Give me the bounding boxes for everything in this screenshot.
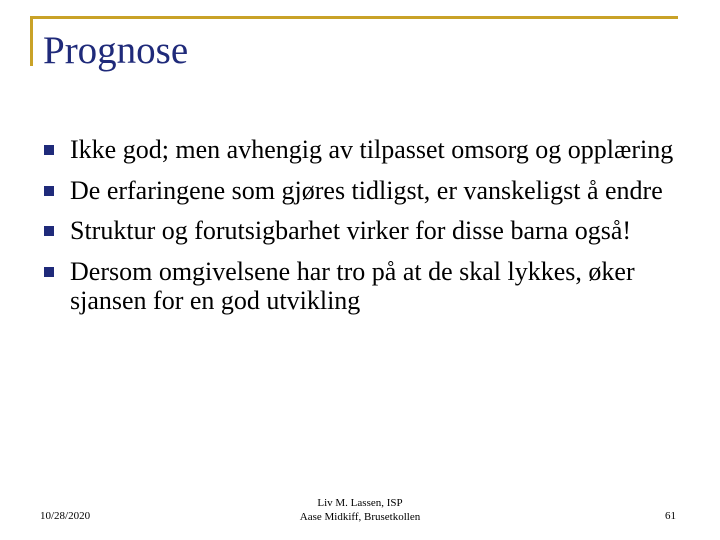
title-frame-left-line <box>30 16 33 66</box>
bullet-item <box>44 216 684 246</box>
square-bullet-icon <box>44 186 54 196</box>
bullet-text: De erfaringene som gjøres tidligst, er vanskeligst å endre <box>70 175 663 205</box>
square-bullet-icon <box>44 226 54 236</box>
bullet-text: Dersom omgivelsene har tro på at de skal lykkes, øker sjansen for en god utvikling <box>70 256 635 315</box>
slide-title: Prognose <box>43 29 189 72</box>
square-bullet-icon <box>44 145 54 155</box>
bullet-list <box>44 135 684 327</box>
footer-author-line: Aase Midkiff, Brusetkollen <box>299 511 421 523</box>
square-bullet-icon <box>44 267 54 277</box>
bullet-item <box>44 257 684 316</box>
page-number: 61 <box>665 510 676 522</box>
bullet-item <box>44 176 684 206</box>
bullet-text: Struktur og forutsigbarhet virker for disse barna også! <box>70 216 632 245</box>
title-frame-top-line <box>30 16 678 19</box>
bullet-text: Ikke god; men avhengig av tilpasset omsorg og opplæring <box>70 135 674 164</box>
footer-author <box>260 496 460 524</box>
bullet-item <box>44 135 684 165</box>
footer-author-line: Liv M. Lassen, ISP <box>317 497 403 509</box>
footer-date: 10/28/2020 <box>40 510 91 522</box>
